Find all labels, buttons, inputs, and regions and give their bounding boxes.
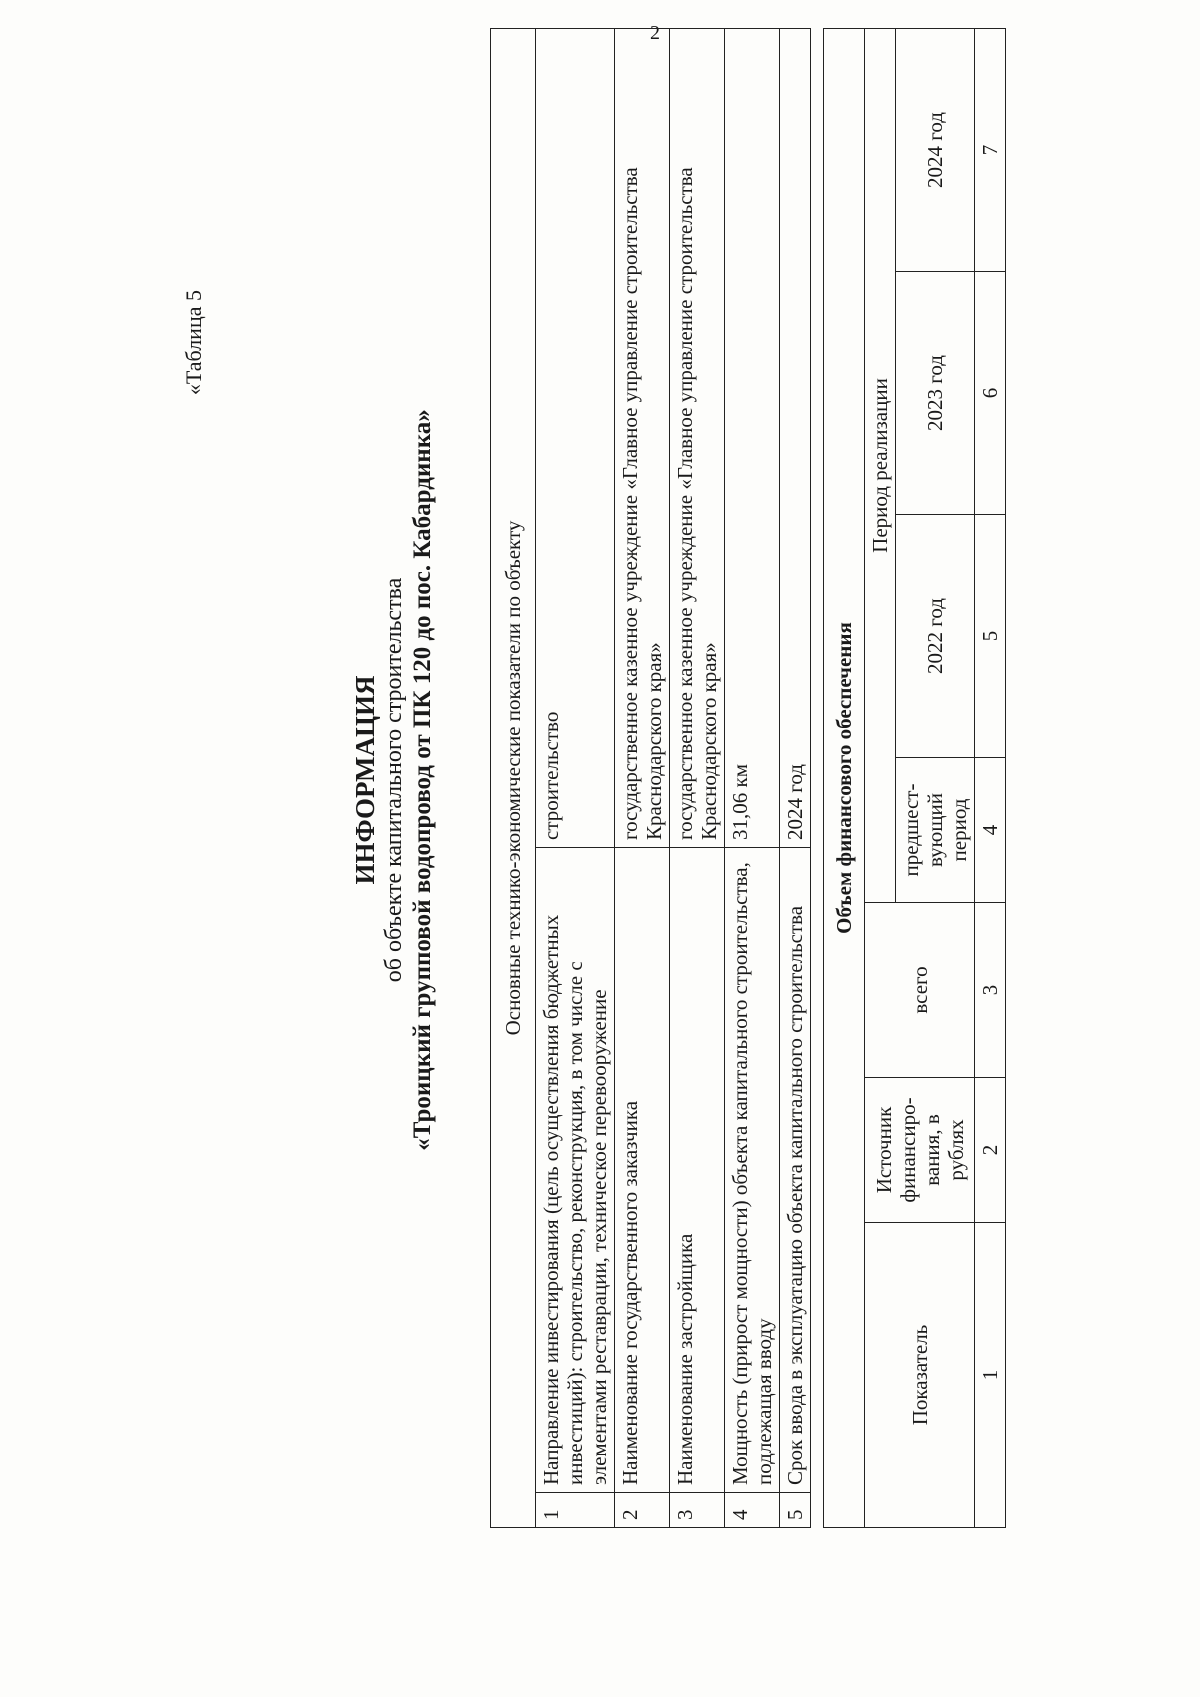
- col-total: всего: [865, 903, 975, 1078]
- col-previous: предшест-вующий период: [896, 758, 975, 903]
- row-value: строительство: [536, 29, 615, 848]
- row-label: Направление инвестирования (цель осуществления бюджетных инвестиций): строительство, реконструкция, в том числе с элементами реставрации, техническое перевооружение: [536, 848, 615, 1493]
- row-number: 2: [615, 1493, 670, 1528]
- row-value: 31,06 км: [725, 29, 780, 848]
- row-number: 3: [670, 1493, 725, 1528]
- table-row: [670, 29, 725, 1528]
- heading-object-name: «Троицкий групповой водопровод от ПК 120 до пос. Кабардинка»: [409, 409, 436, 1151]
- table-row: [536, 29, 615, 1528]
- rotated-content: [150, 10, 1150, 1550]
- document-heading: [350, 210, 437, 1350]
- row-number: 4: [725, 1493, 780, 1528]
- col-period: Период реализации: [865, 29, 896, 903]
- column-number: 6: [975, 272, 1006, 515]
- col-year: 2023 год: [896, 272, 975, 515]
- financing-table: [823, 28, 1006, 1528]
- column-number: 2: [975, 1078, 1006, 1223]
- row-value: 2024 год: [780, 29, 811, 848]
- col-source: Источник финансиро-вания, в рублях: [865, 1078, 975, 1223]
- row-label: Срок ввода в эксплуатацию объекта капитального строительства: [780, 848, 811, 1493]
- column-numbers-row: [975, 29, 1006, 1528]
- page-number: 2: [650, 22, 660, 44]
- row-number: 1: [536, 1493, 615, 1528]
- heading-title: ИНФОРМАЦИЯ: [350, 675, 380, 885]
- table-row: [725, 29, 780, 1528]
- column-number: 3: [975, 903, 1006, 1078]
- indicators-header: Основные технико-экономические показатели по объекту: [491, 29, 536, 1528]
- heading-subtitle: об объекте капитального строительства: [381, 577, 407, 983]
- column-number: 5: [975, 515, 1006, 758]
- row-value: государственное казенное учреждение «Главное управление строительства Краснодарского края»: [615, 29, 670, 848]
- table-row: [780, 29, 811, 1528]
- table-row: [615, 29, 670, 1528]
- row-number: 5: [780, 1493, 811, 1528]
- column-number: 4: [975, 758, 1006, 903]
- col-indicator: Показатель: [865, 1223, 975, 1528]
- col-year: 2022 год: [896, 515, 975, 758]
- column-number: 7: [975, 29, 1006, 272]
- financing-title: Объем финансового обеспечения: [824, 29, 865, 1528]
- row-label: Наименование застройщика: [670, 848, 725, 1493]
- row-value: государственное казенное учреждение «Главное управление строительства Краснодарского края»: [670, 29, 725, 848]
- row-label: Наименование государственного заказчика: [615, 848, 670, 1493]
- col-year: 2024 год: [896, 29, 975, 272]
- row-label: Мощность (прирост мощности) объекта капитального строительства, подлежащая вводу: [725, 848, 780, 1493]
- indicators-table: [490, 28, 811, 1528]
- column-number: 1: [975, 1223, 1006, 1528]
- table-label: «Таблица 5: [181, 290, 206, 396]
